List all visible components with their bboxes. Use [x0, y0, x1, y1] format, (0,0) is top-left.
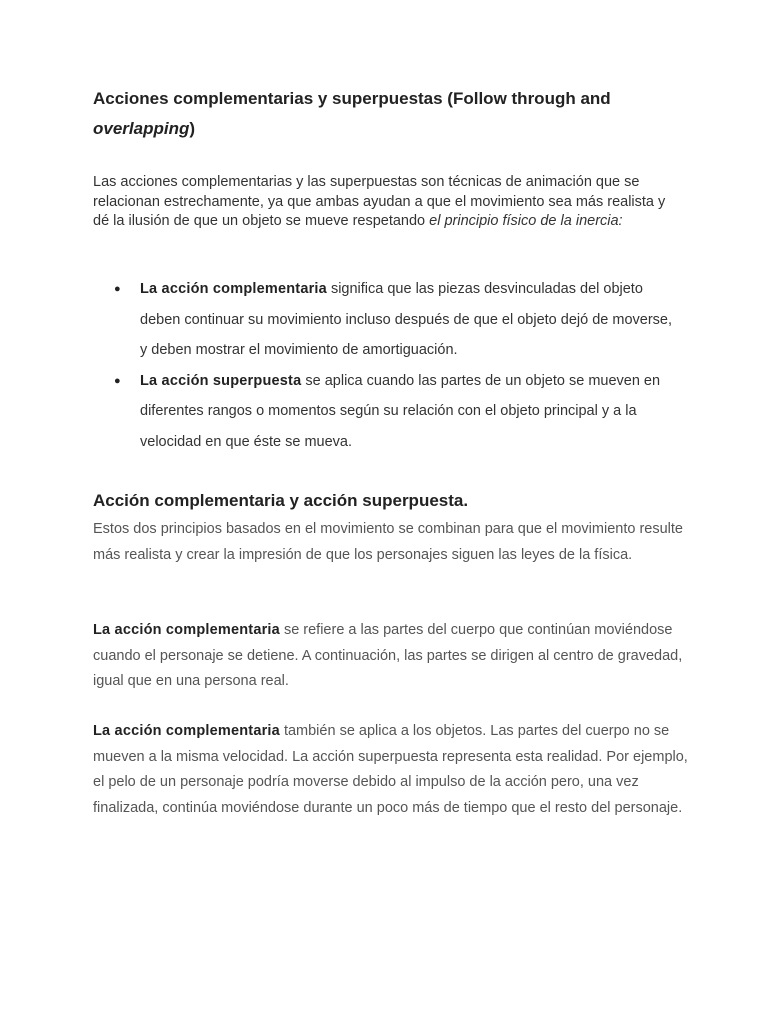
- bullet-term: La acción complementaria: [140, 281, 327, 297]
- paragraph-term: La acción complementaria: [93, 622, 280, 638]
- section-heading: Acción complementaria y acción superpuesta.: [93, 491, 469, 510]
- bullet-list: [93, 274, 683, 457]
- bullet-item: [93, 274, 683, 366]
- title-text: Acciones complementarias y superpuestas (Follow through and: [93, 89, 611, 108]
- bullet-marker: ●: [114, 374, 121, 387]
- bullet-text: se aplica cuando las partes de un objeto se mueven en diferentes rangos o momentos según su relación con el objeto principal y a la velocidad en que éste se mueva.: [140, 372, 661, 450]
- paragraph-text: se refiere a las partes del cuerpo que continúan moviéndose cuando el personaje se detiene. A continuación, las partes se dirigen al centro de gravedad, igual que en una persona real.: [93, 622, 683, 689]
- intro-text: Las acciones complementarias y las superpuestas son técnicas de animación que se relacionan estrechamente, ya que ambas ayudan a que el movimiento sea más realista y dé la ilusión de que un objeto se mueve respetando: [93, 174, 666, 229]
- body-paragraph-3: [93, 719, 688, 821]
- bullet-term: La acción superpuesta: [140, 372, 302, 389]
- bullet-marker: ●: [114, 283, 121, 295]
- title-italic: overlapping: [93, 119, 190, 138]
- title-close: ): [189, 119, 196, 138]
- bullet-text: significa que las piezas desvinculadas del objeto deben continuar su movimiento incluso después de que el objeto dejó de moverse, y deben mostrar el movimiento de amortiguación.: [140, 281, 673, 358]
- bullet-item: [93, 366, 683, 458]
- paragraph-term: La acción complementaria: [93, 723, 280, 739]
- intro-paragraph: [93, 173, 683, 232]
- document-title: [93, 84, 683, 144]
- body-paragraph-1: Estos dos principios basados en el movimiento se combinan para que el movimiento resulte más realista y crear la impresión de que los personajes siguen las leyes de la física.: [93, 521, 683, 563]
- intro-italic: el principio físico de la inercia:: [429, 213, 623, 229]
- body-paragraph-2: [93, 618, 688, 695]
- paragraph-text: también se aplica a los objetos. Las partes del cuerpo no se mueven a la misma velocidad. La acción superpuesta representa esta realidad. Por ejemplo, el pelo de un personaje podría moverse debido al impulso de la acción pero, una vez finalizada, continúa moviéndose durante un poco más de tiempo que el resto del personaje.: [93, 723, 688, 816]
